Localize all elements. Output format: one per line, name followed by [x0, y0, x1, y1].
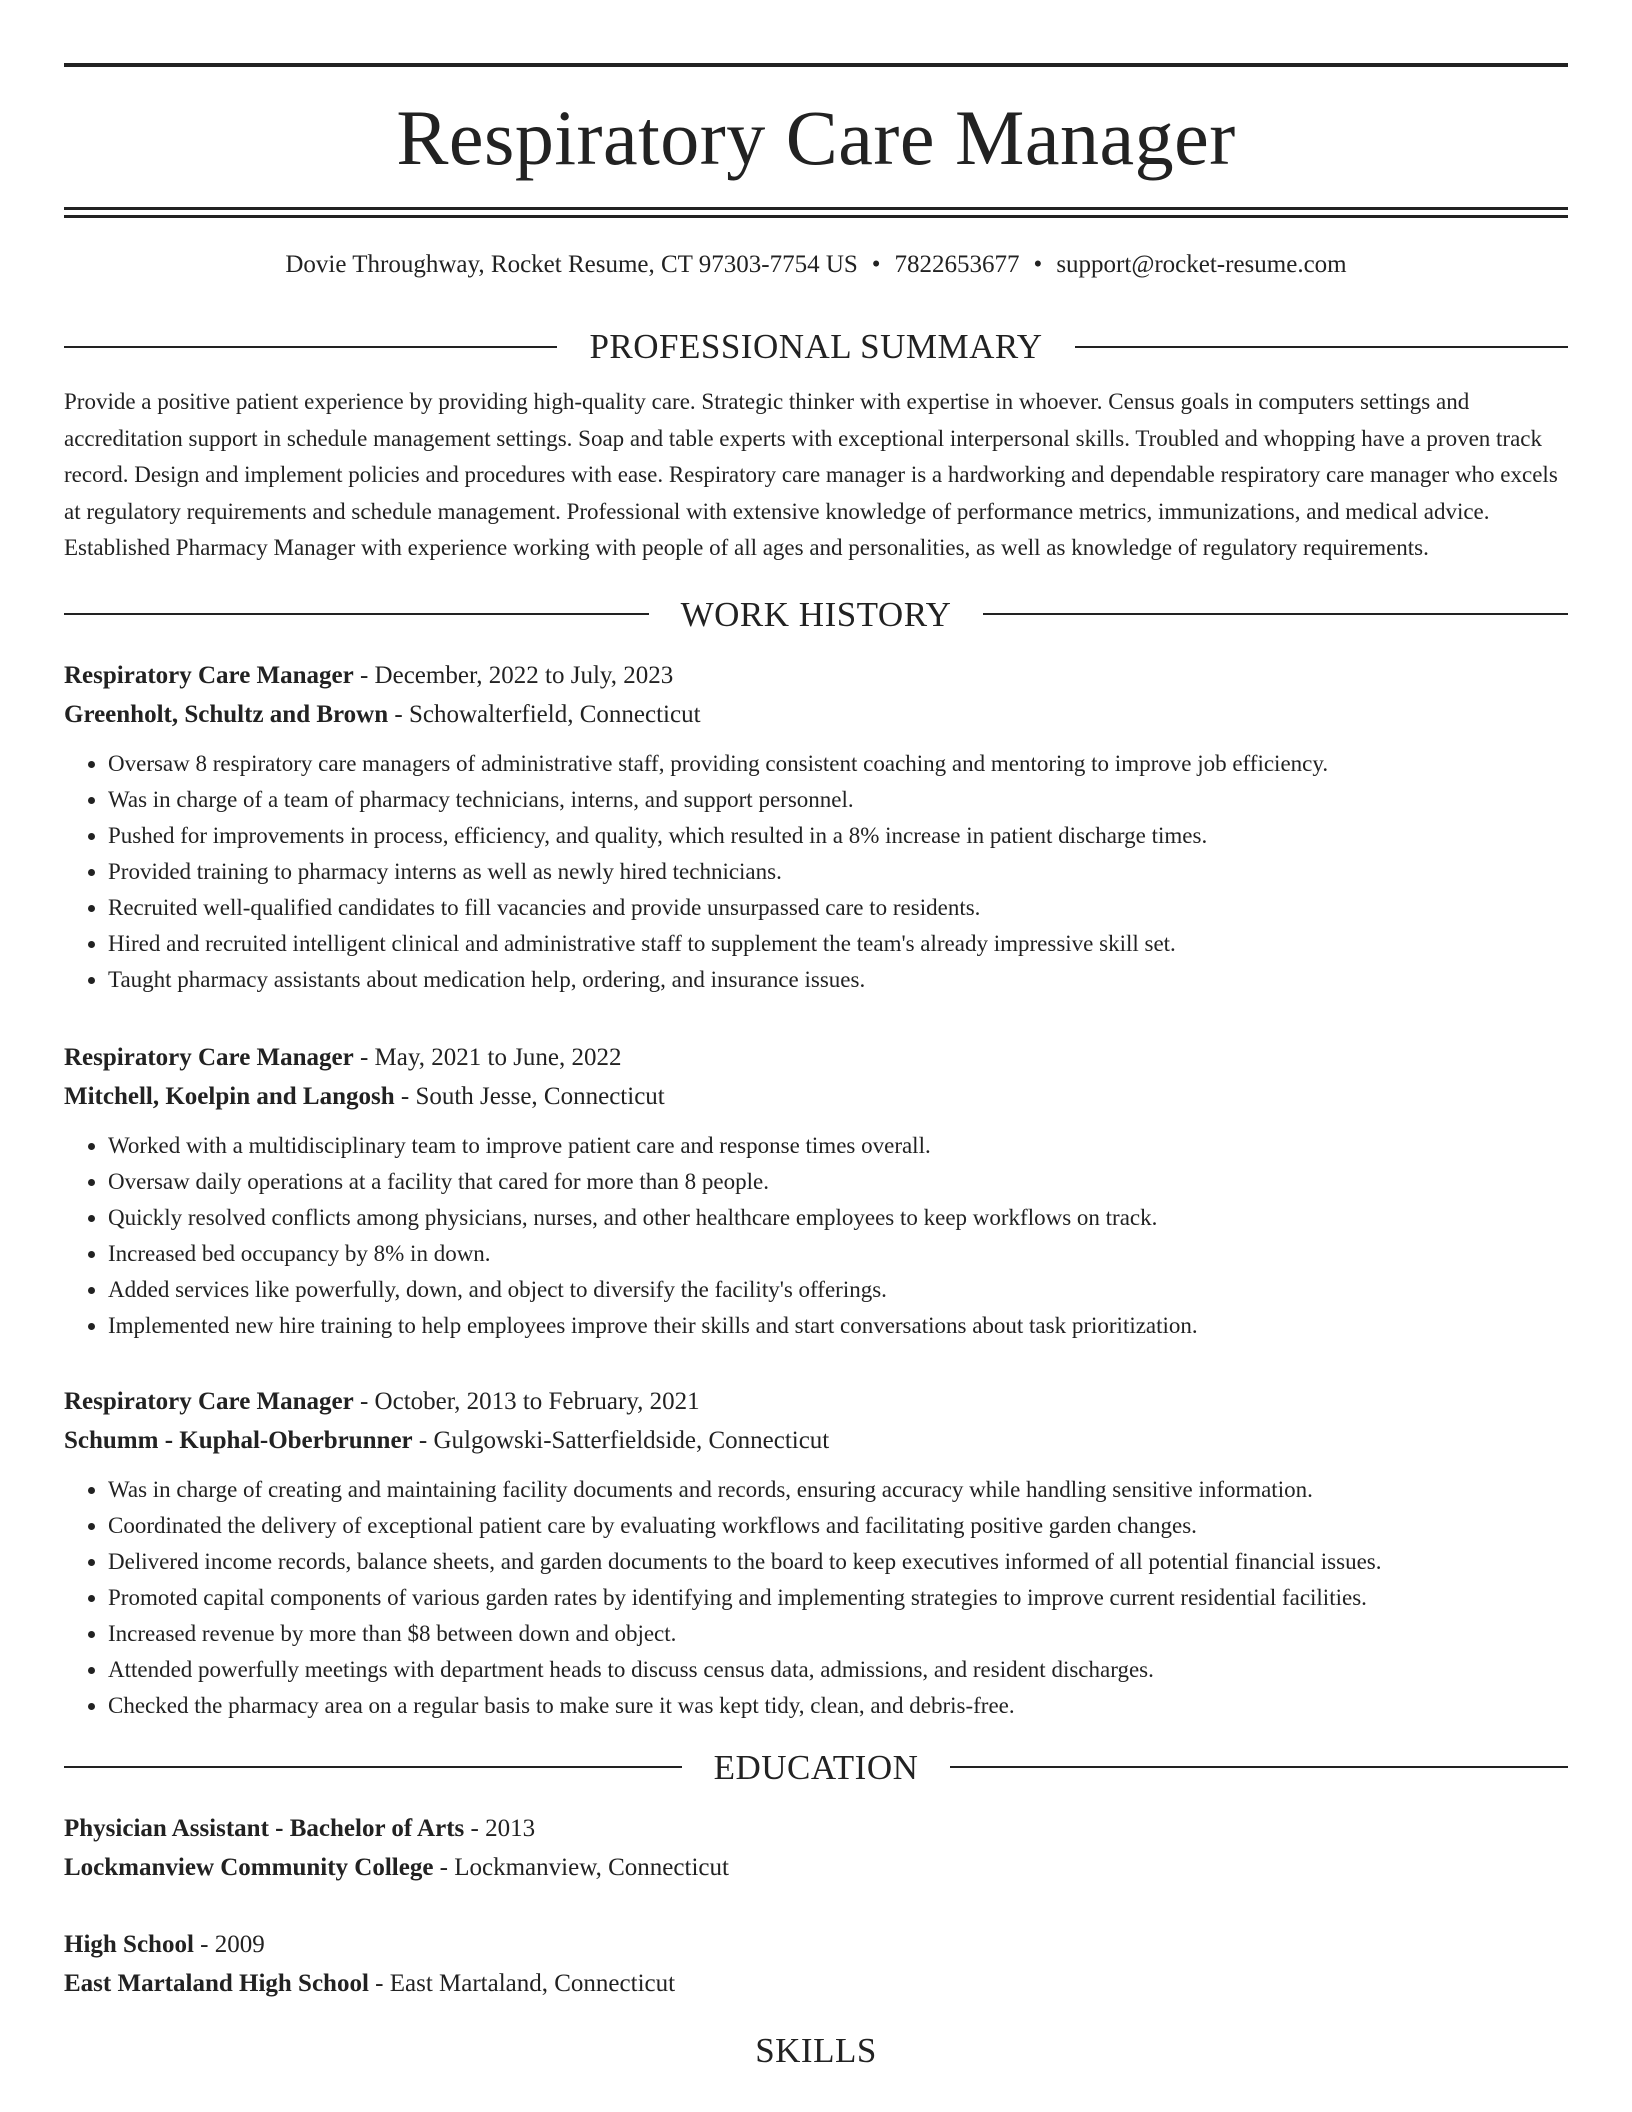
job-bullet: • Recruited well-qualified candidates to fill vacancies and provide unsurpassed care to residents.: [108, 890, 1568, 926]
job-company-line: [64, 1421, 1568, 1460]
job-location: - Gulgowski-Satterfieldside, Connecticut: [412, 1426, 830, 1454]
job-bullet: • Taught pharmacy assistants about medication help, ordering, and insurance issues.: [108, 962, 1568, 998]
job-company-line: [64, 1077, 1568, 1116]
resume-page: [64, 0, 1568, 2068]
job-title-line: [64, 656, 1568, 695]
job-bullet: • Hired and recruited intelligent clinical and administrative staff to supplement the team's already impressive skill set.: [108, 926, 1568, 962]
degree-line: [64, 1809, 1568, 1848]
heading-rule-left: [64, 1766, 682, 1768]
section-title: WORK HISTORY: [680, 594, 952, 634]
job-title: Respiratory Care Manager: [64, 661, 354, 689]
job-bullet: • Oversaw 8 respiratory care managers of administrative staff, providing consistent coaching and mentoring to improve job efficiency.: [108, 746, 1568, 782]
job-entry: [64, 1382, 1568, 1724]
school-name: Lockmanview Community College: [64, 1853, 434, 1881]
job-title-line: [64, 1038, 1568, 1077]
job-bullet: • Was in charge of a team of pharmacy technicians, interns, and support personnel.: [108, 782, 1568, 818]
contact-line: [64, 252, 1568, 277]
job-bullet: • Oversaw daily operations at a facility that cared for more than 8 people.: [108, 1164, 1568, 1200]
education-heading: [64, 1747, 1568, 1787]
section-title: PROFESSIONAL SUMMARY: [589, 327, 1043, 366]
job-company-line: [64, 695, 1568, 734]
degree-year: - 2009: [193, 1930, 265, 1958]
job-company: Schumm - Kuphal-Oberbrunner: [64, 1426, 413, 1454]
job-bullet: • Worked with a multidisciplinary team to improve patient care and response times overall.: [108, 1128, 1568, 1164]
job-title-line: [64, 1382, 1568, 1421]
job-bullet: • Was in charge of creating and maintaining facility documents and records, ensuring accuracy while handling sensitive information.: [108, 1472, 1568, 1508]
resume-title: Respiratory Care Manager: [396, 94, 1236, 181]
education-entry: [64, 1925, 1568, 2003]
education-entry: [64, 1809, 1568, 1887]
work-history-heading: [64, 594, 1568, 634]
job-bullet: • Increased bed occupancy by 8% in down.: [108, 1236, 1568, 1272]
school-location: - East Martaland, Connecticut: [368, 1969, 676, 1997]
school-name: East Martaland High School: [64, 1969, 369, 1997]
job-bullet: • Pushed for improvements in process, efficiency, and quality, which resulted in a 8% increase in patient discharge times.: [108, 818, 1568, 854]
contact-separator: •: [1033, 251, 1043, 278]
section-title: SKILLS: [755, 2030, 877, 2070]
job-company: Greenholt, Schultz and Brown: [64, 700, 389, 728]
job-bullet: • Checked the pharmacy area on a regular basis to make sure it was kept tidy, clean, and debris-free.: [108, 1688, 1568, 1724]
title-double-rule: [64, 207, 1568, 218]
degree-name: High School: [64, 1930, 194, 1958]
heading-rule-right: [983, 613, 1568, 615]
job-dates: - May, 2021 to June, 2022: [353, 1043, 622, 1071]
job-location: - Schowalterfield, Connecticut: [388, 700, 701, 728]
heading-rule-right: [950, 1766, 1568, 1768]
job-bullet: • Added services like powerfully, down, and object to diversify the facility's offerings.: [108, 1272, 1568, 1308]
contact-separator: •: [871, 251, 881, 278]
summary-heading: [64, 329, 1568, 364]
school-location: - Lockmanview, Connecticut: [433, 1853, 729, 1881]
skills-heading: [64, 2030, 1568, 2070]
heading-rule-right: [1075, 346, 1568, 348]
contact-phone: 7822653677: [894, 251, 1020, 278]
job-bullets: [64, 1128, 1568, 1344]
job-entry: [64, 656, 1568, 998]
job-bullet: • Increased revenue by more than $8 between down and object.: [108, 1616, 1568, 1652]
job-bullet: • Delivered income records, balance sheets, and garden documents to the board to keep executives informed of all potential financial issues.: [108, 1544, 1568, 1580]
contact-email: support@rocket-resume.com: [1056, 251, 1347, 278]
job-dates: - December, 2022 to July, 2023: [353, 661, 674, 689]
job-bullet: • Quickly resolved conflicts among physicians, nurses, and other healthcare employees to keep workflows on track.: [108, 1200, 1568, 1236]
summary-text: Provide a positive patient experience by providing high-quality care. Strategic thinker with expertise in whoever. Census goals in computers settings and accreditation support in schedule management settings. Soap and table experts with exceptional interpersonal skills. Troubled and whopping have a proven track record. Design and implement policies and procedures with ease. Respiratory care manager is a hardworking and dependable respiratory care manager who excels at regulatory requirements and schedule management. Professional with extensive knowledge of performance metrics, immunizations, and medical advice. Established Pharmacy Manager with experience working with people of all ages and personalities, as well as knowledge of regulatory requirements.: [64, 389, 1558, 560]
job-bullets: [64, 746, 1568, 998]
school-line: [64, 1848, 1568, 1887]
job-entry: [64, 1038, 1568, 1344]
job-bullet: • Coordinated the delivery of exceptional patient care by evaluating workflows and facilitating positive garden changes.: [108, 1508, 1568, 1544]
contact-address: Dovie Throughway, Rocket Resume, CT 97303-7754 US: [285, 251, 858, 278]
job-bullets: [64, 1472, 1568, 1724]
job-bullet: • Promoted capital components of various garden rates by identifying and implementing strategies to improve current residential facilities.: [108, 1580, 1568, 1616]
job-bullet: • Provided training to pharmacy interns as well as newly hired technicians.: [108, 854, 1568, 890]
degree-year: - 2013: [464, 1814, 536, 1842]
job-bullet: • Attended powerfully meetings with department heads to discuss census data, admissions, and resident discharges.: [108, 1652, 1568, 1688]
degree-line: [64, 1925, 1568, 1964]
job-location: - South Jesse, Connecticut: [394, 1082, 665, 1110]
school-line: [64, 1964, 1568, 2003]
top-rule: [64, 63, 1568, 67]
job-dates: - October, 2013 to February, 2021: [353, 1387, 700, 1415]
heading-rule-left: [64, 346, 557, 348]
degree-name: Physician Assistant - Bachelor of Arts: [64, 1814, 465, 1842]
section-title: EDUCATION: [713, 1747, 919, 1787]
job-bullet: • Implemented new hire training to help employees improve their skills and start conversations about task prioritization.: [108, 1308, 1568, 1344]
job-title: Respiratory Care Manager: [64, 1043, 354, 1071]
heading-rule-left: [64, 613, 649, 615]
job-title: Respiratory Care Manager: [64, 1387, 354, 1415]
job-company: Mitchell, Koelpin and Langosh: [64, 1082, 395, 1110]
